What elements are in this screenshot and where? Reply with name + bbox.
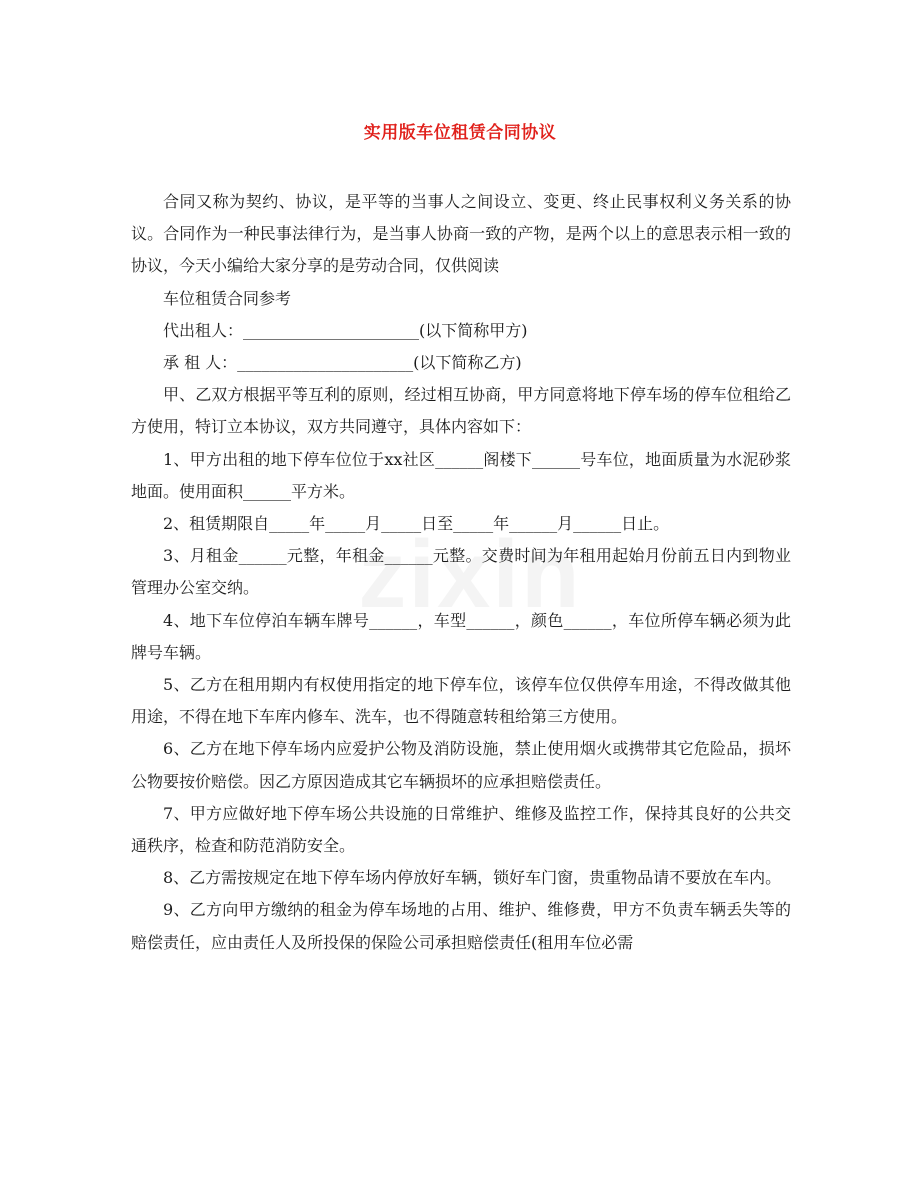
- clause-3: 3、月租金______元整，年租金______元整。交费时间为年租用起始月份前五日内到物业管理办公室交纳。: [131, 546, 791, 598]
- lessee-line: 承 租 人：______________________(以下简称乙方): [163, 353, 522, 373]
- intro-paragraph: 合同又称为契约、协议，是平等的当事人之间设立、变更、终止民事权利义务关系的协议。合同作为一种民事法律行为，是当事人协商一致的产物，是两个以上的意思表示相一致的协议，今天小编给大家分享的是劳动合同，仅供阅读: [131, 192, 791, 276]
- clause-7: 7、甲方应做好地下停车场公共设施的日常维护、维修及监控工作，保持其良好的公共交通秩序，检查和防范消防安全。: [131, 803, 791, 856]
- clause-5: 5、乙方在租用期内有权使用指定的地下停车位，该停车位仅供停车用途，不得改做其他用途，不得在地下车库内修车、洗车，也不得随意转租给第三方使用。: [131, 675, 791, 727]
- clause-4: 4、地下车位停泊车辆车牌号______，车型______，颜色______，车位所停车辆必须为此牌号车辆。: [131, 610, 791, 662]
- document-body: [131, 186, 791, 959]
- lessor-line: 代出租人：______________________(以下简称甲方): [163, 320, 528, 340]
- agreement-preamble: 甲、乙双方根据平等互利的原则，经过相互协商，甲方同意将地下停车场的停车位租给乙方使用，特订立本协议，双方共同遵守，具体内容如下：: [131, 385, 791, 437]
- document-title: 实用版车位租赁合同协议: [363, 123, 557, 143]
- clause-8: 8、乙方需按规定在地下停车场内停放好车辆，锁好车门窗，贵重物品请不要放在车内。: [163, 868, 782, 888]
- section-heading: 车位租赁合同参考: [163, 288, 292, 308]
- clause-6: 6、乙方在地下停车场内应爱护公物及消防设施，禁止使用烟火或携带其它危险品，损坏公物要按价赔偿。因乙方原因造成其它车辆损坏的应承担赔偿责任。: [131, 739, 791, 791]
- clause-2: 2、租赁期限自_____年_____月_____日至_____年______月______日止。: [163, 514, 670, 534]
- clause-1: 1、甲方出租的地下停车位位于xx社区______阁楼下______号车位，地面质量为水泥砂浆地面。使用面积______平方米。: [131, 449, 791, 501]
- clause-9: 9、乙方向甲方缴纳的租金为停车场地的占用、维护、维修费，甲方不负责车辆丢失等的赔偿责任，应由责任人及所投保的保险公司承担赔偿责任(租用车位必需: [131, 900, 791, 952]
